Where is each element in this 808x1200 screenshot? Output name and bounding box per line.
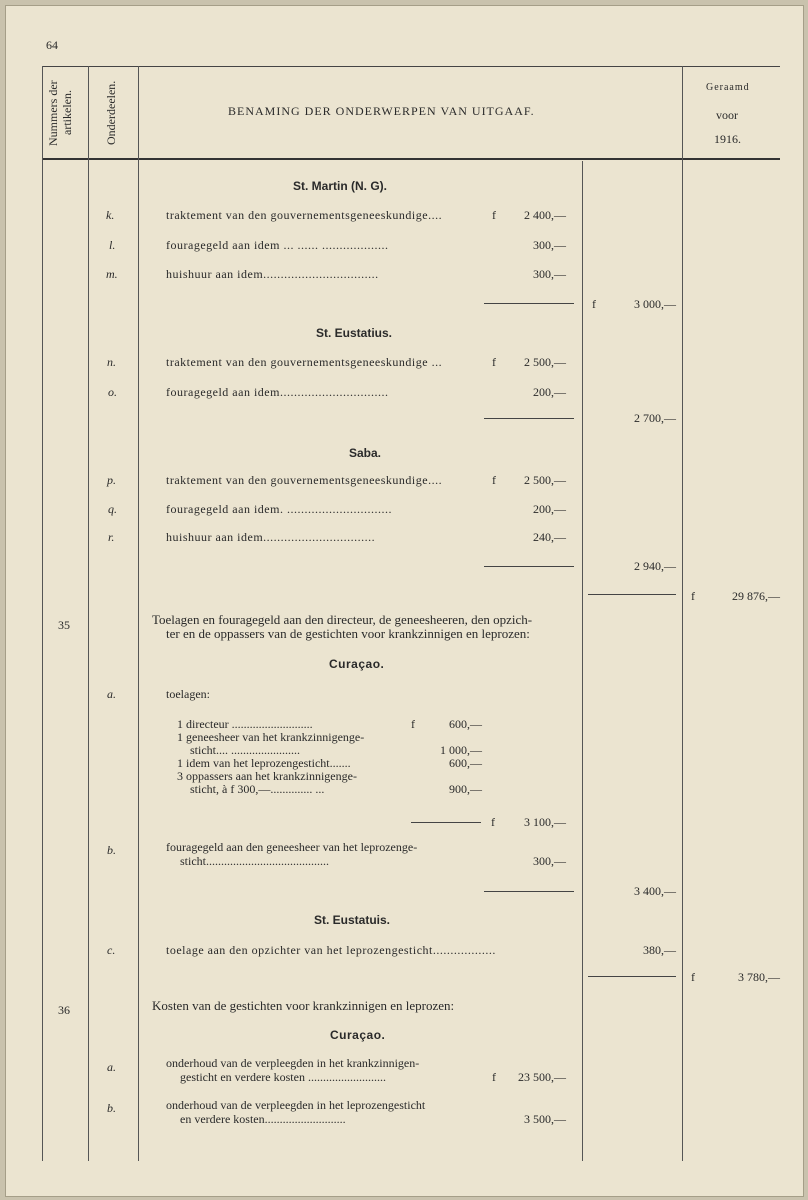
toelage-directeur-amount: 600,— [449, 717, 482, 731]
toelage-idem: 1 idem van het leprozengesticht....... [177, 756, 351, 770]
row-amount-o: 200,— [533, 385, 566, 399]
row-amount-m: 300,— [533, 267, 566, 281]
row-letter-l: l. [109, 238, 116, 252]
article-35-total: 3 780,— [738, 970, 780, 984]
row-letter-m: m. [106, 267, 118, 281]
subtotal-rule [484, 891, 574, 892]
row-letter-b35: b. [107, 843, 116, 857]
row-text-k: traktement van den gouvernementsgeneeskundige.... [166, 208, 443, 222]
row-letter-n: n. [107, 355, 116, 369]
toelage-geneesheer-amount: 1 000,— [440, 743, 482, 757]
article-35-text-1: Toelagen en fouragegeld aan den directeur, de geneesheeren, den opzich- [152, 612, 533, 627]
row-text-a36-2: gesticht en verdere kosten .......................... [180, 1070, 386, 1084]
header-onderdeelen: Onderdeelen. [104, 80, 118, 146]
row-text-b36-1: onderhoud van de verpleegden in het leprozengesticht [166, 1098, 426, 1112]
row-amount-n: 2 500,— [524, 355, 566, 369]
header-year: 1916. [714, 132, 741, 146]
toelage-geneesheer-1: 1 geneesheer van het krankzinnigenge- [177, 730, 365, 744]
section-st-eustatius: St. Eustatius. [316, 326, 393, 340]
st-martin-total: 3 000,— [634, 297, 676, 311]
section-st-martin: St. Martin (N. G). [293, 179, 387, 193]
toelage-directeur: 1 directeur ........................... [177, 717, 313, 731]
col-line-amount2 [682, 66, 683, 1161]
article-36-text: Kosten van de gestichten voor krankzinnigen en leprozen: [152, 998, 455, 1013]
st-eustatius-total: 2 700,— [634, 411, 676, 425]
subtotal-rule [588, 976, 676, 977]
row-text-c35: toelage aan den opzichter van het leprozengesticht.................. [166, 943, 496, 957]
row-letter-a36: a. [107, 1060, 116, 1074]
row-text-b36-2: en verdere kosten........................... [180, 1112, 346, 1126]
row-text-q: fouragegeld aan idem. .............................. [166, 502, 392, 516]
section-curacao: Curaçao. [329, 657, 385, 671]
col-line-nummers [88, 66, 89, 1161]
subtotal-rule [484, 566, 574, 567]
row-text-o: fouragegeld aan idem............................... [166, 385, 389, 399]
col-line-onderdeelen [138, 66, 139, 1161]
row-text-a36-1: onderhoud van de verpleegden in het krankzinnigen- [166, 1056, 420, 1070]
subtotal-rule [484, 303, 574, 304]
subtotal-rule [411, 822, 481, 823]
header-top-rule [42, 66, 780, 67]
row-letter-o: o. [108, 385, 117, 399]
row-text-a35: toelagen: [166, 687, 210, 701]
row-amount-b35: 300,— [533, 854, 566, 868]
saba-total: 2 940,— [634, 559, 676, 573]
row-text-n: traktement van den gouvernementsgeneeskundige ... [166, 355, 443, 369]
article-35-text-2: ter en de oppassers van de gestichten voor krankzinnigen en leprozen: [166, 626, 530, 641]
header-nummers: Nummers der artikelen. [46, 80, 74, 146]
toelage-oppassers-2: sticht, à f 300,—.............. ... [190, 782, 325, 796]
row-text-p: traktement van den gouvernementsgeneeskundige.... [166, 473, 443, 487]
col-line-left [42, 66, 43, 1161]
page-number: 64 [46, 38, 58, 52]
document-page [5, 5, 804, 1197]
subtotal-rule [588, 594, 676, 595]
header-voor: voor [716, 108, 738, 122]
col-line-amount1 [582, 161, 583, 1161]
row-amount-q: 200,— [533, 502, 566, 516]
row-amount-r: 240,— [533, 530, 566, 544]
row-amount-l: 300,— [533, 238, 566, 252]
row-amount-b36: 3 500,— [524, 1112, 566, 1126]
header-title: BENAMING DER ONDERWERPEN VAN UITGAAF. [228, 104, 535, 118]
row-text-b35-1: fouragegeld aan den geneesheer van het leprozenge- [166, 840, 418, 854]
row-text-l: fouragegeld aan idem ... ...... ................... [166, 238, 389, 252]
row-letter-b36: b. [107, 1101, 116, 1115]
row-amount-k: 2 400,— [524, 208, 566, 222]
row-amount-a36: 23 500,— [518, 1070, 566, 1084]
article-number-36: 36 [58, 1003, 70, 1017]
article-34-total-cur: f [691, 589, 695, 603]
curacao-total: 3 400,— [634, 884, 676, 898]
toelage-oppassers-1: 3 oppassers aan het krankzinnigenge- [177, 769, 357, 783]
st-martin-total-cur: f [592, 297, 596, 311]
section-curacao-2: Curaçao. [330, 1028, 386, 1042]
row-text-m: huishuur aan idem................................. [166, 267, 379, 281]
section-saba: Saba. [349, 446, 382, 460]
toelage-idem-amount: 600,— [449, 756, 482, 770]
row-cur-a36: f [492, 1070, 496, 1084]
header-bottom-rule [42, 158, 780, 160]
row-text-b35-2: sticht......................................... [180, 854, 329, 868]
section-st-eustatuis: St. Eustatuis. [314, 913, 391, 927]
row-text-r: huishuur aan idem................................ [166, 530, 376, 544]
row-amount-p: 2 500,— [524, 473, 566, 487]
article-34-total: 29 876,— [732, 589, 780, 603]
header-geraamd: Geraamd [706, 82, 750, 93]
subtotal-rule [484, 418, 574, 419]
article-35-total-cur: f [691, 970, 695, 984]
article-number-35: 35 [58, 618, 70, 632]
row-cur-k: f [492, 208, 496, 222]
row-cur-p: f [492, 473, 496, 487]
row-letter-r: r. [108, 530, 115, 544]
row-letter-p: p. [107, 473, 116, 487]
toelagen-total-cur: f [491, 815, 495, 829]
toelage-oppassers-amount: 900,— [449, 782, 482, 796]
row-letter-k: k. [106, 208, 115, 222]
row-letter-c35: c. [107, 943, 116, 957]
toelagen-total: 3 100,— [524, 815, 566, 829]
toelage-geneesheer-2: sticht.... ....................... [190, 743, 300, 757]
row-letter-q: q. [108, 502, 117, 516]
toelage-directeur-cur: f [411, 717, 415, 731]
row-cur-n: f [492, 355, 496, 369]
row-amount-c35: 380,— [643, 943, 676, 957]
row-letter-a35: a. [107, 687, 116, 701]
